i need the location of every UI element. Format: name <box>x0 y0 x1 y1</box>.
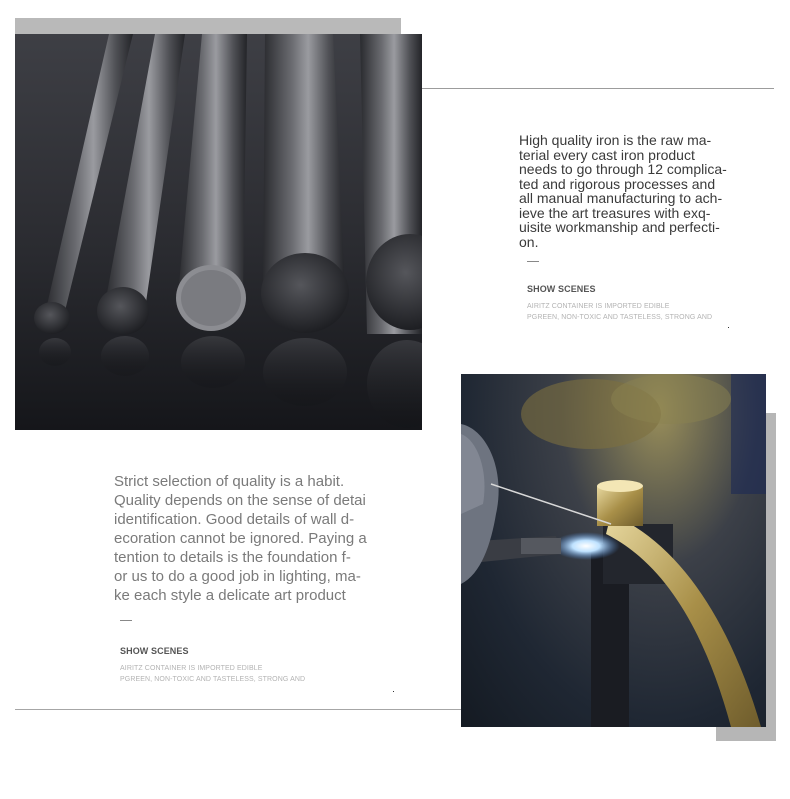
top-caption: AIRITZ CONTAINER IS IMPORTED EDIBLE PGREEN, NON-TOXIC AND TASTELESS, STRONG AND <box>527 303 713 321</box>
top-description: High quality iron is the raw ma- terial every cast iron product needs to go through 12 complica- ted and rigorous processes and all manual manufacturing to ach- ieve the art treasures with exq- uisite workmanship and perfecti- on. <box>519 132 727 250</box>
top-dot <box>728 327 729 328</box>
bottom-dash <box>120 620 132 621</box>
bottom-dot <box>393 691 394 692</box>
divider-top <box>402 88 774 89</box>
bottom-description: Strict selection of quality is a habit. Quality depends on the sense of detai identification. Good details of wall d- ecoration cannot be ignored. Paying a tention to details is the foundation f- or us to do a good job in lighting, ma- ke each style a delicate art product <box>114 473 367 604</box>
brazing-illustration <box>461 374 766 727</box>
bottom-caption: AIRITZ CONTAINER IS IMPORTED EDIBLE PGREEN, NON-TOXIC AND TASTELESS, STRONG AND <box>120 665 306 683</box>
top-scenes-label: SHOW SCENES <box>527 284 596 294</box>
brazing-torch-photo <box>461 374 766 727</box>
accent-bar-top <box>15 18 401 34</box>
divider-bottom <box>15 709 461 710</box>
top-dash <box>527 261 539 262</box>
bottom-scenes-label: SHOW SCENES <box>120 646 189 656</box>
steel-rods-illustration <box>15 34 422 430</box>
steel-rods-photo <box>15 34 422 430</box>
